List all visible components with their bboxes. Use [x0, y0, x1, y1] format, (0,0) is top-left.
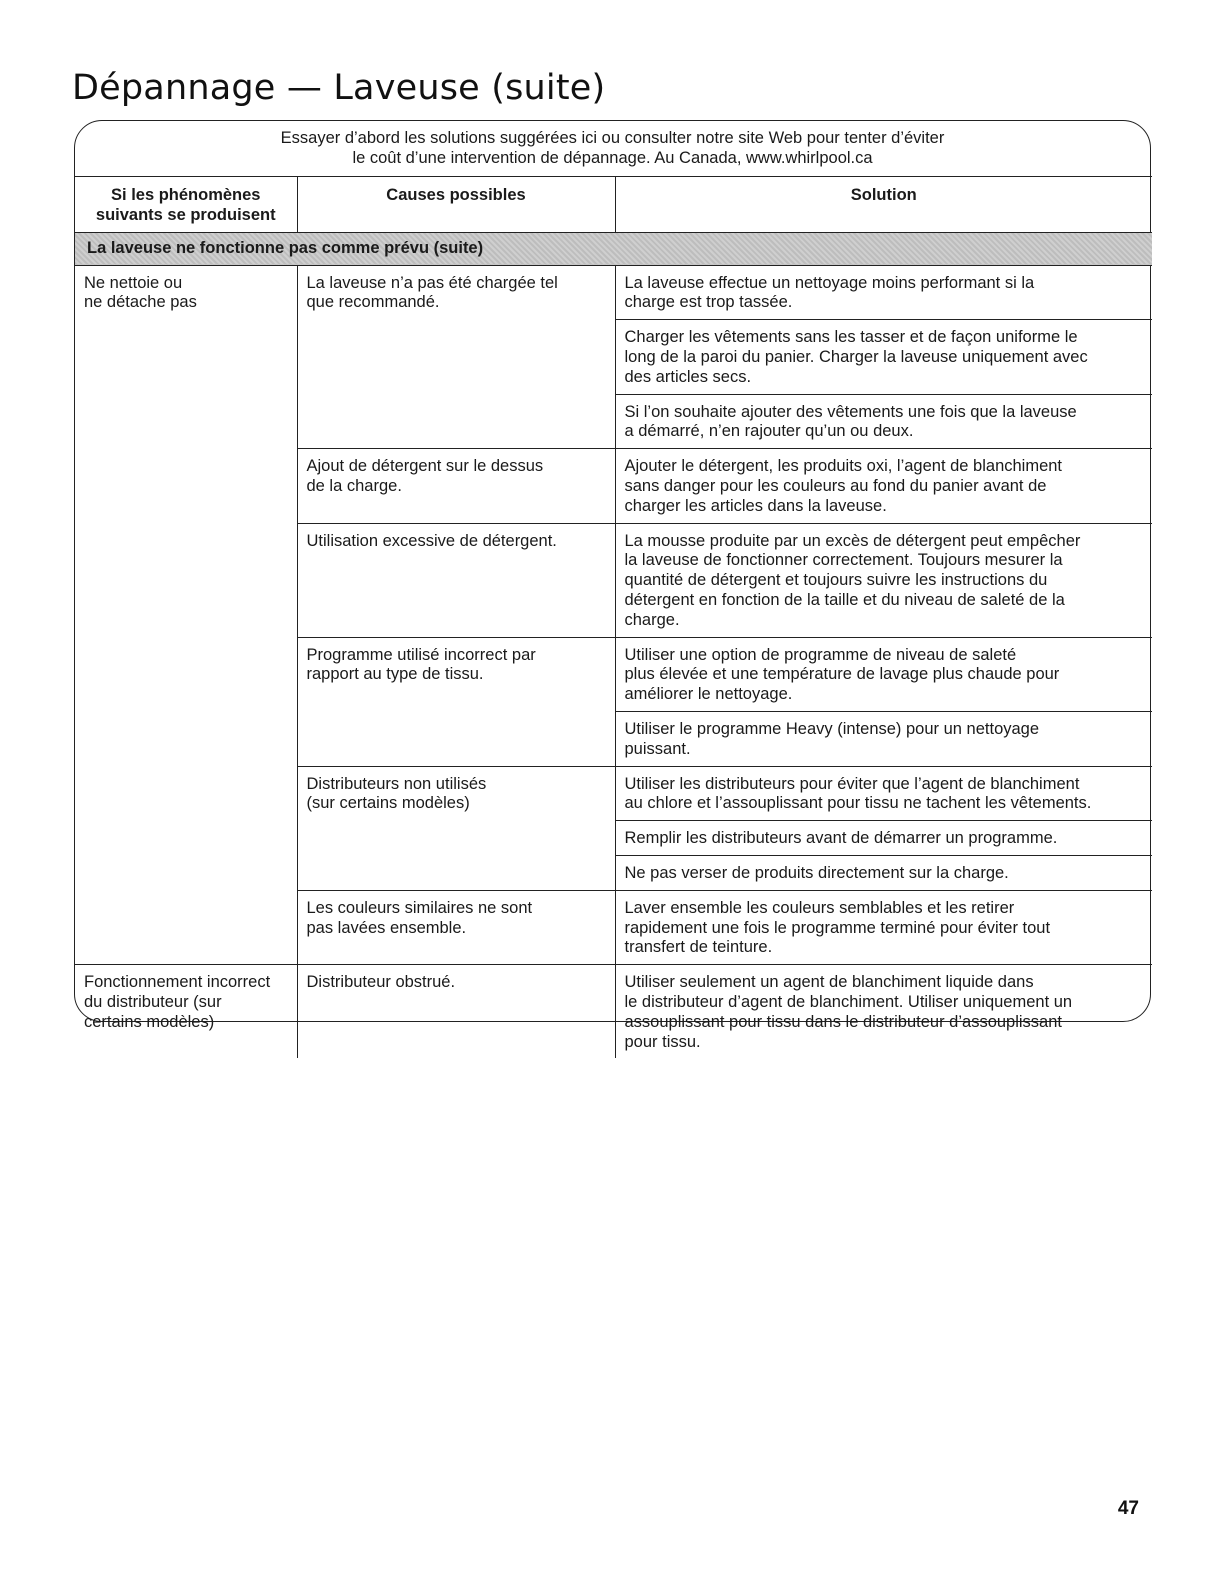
intro-line: le coût d’une intervention de dépannage. Au Canada, www.whirlpool.ca: [352, 149, 873, 167]
solution-cell: [615, 637, 1152, 711]
text-line: Ajout de détergent sur le dessus: [306, 457, 544, 476]
text-line: Distributeur obstrué.: [306, 973, 456, 992]
text-line: La laveuse n’a pas été chargée tel: [306, 273, 558, 292]
text-line: long de la paroi du panier. Charger la laveuse uniquement avec: [624, 347, 1088, 366]
text-line: certains modèles): [84, 1012, 215, 1031]
cause-cell: [297, 766, 615, 890]
text-line: quantité de détergent et toujours suivre les instructions du: [624, 571, 1048, 590]
intro-text: [75, 121, 1150, 177]
text-line: de la charge.: [306, 476, 402, 495]
text-line: transfert de teinture.: [624, 938, 773, 957]
solution-cell: [615, 965, 1152, 1059]
text-line: pas lavées ensemble.: [306, 918, 467, 937]
text-line: du distributeur (sur: [84, 992, 222, 1011]
table-header-row: [75, 177, 1152, 233]
text-line: au chlore et l’assouplissant pour tissu ne tachent les vêtements.: [624, 794, 1092, 813]
text-line: rapidement une fois le programme terminé pour éviter tout: [624, 918, 1051, 937]
table-body: [75, 232, 1152, 1058]
header-line: Si les phénomènes: [111, 186, 261, 204]
table-row: [75, 965, 1152, 1059]
text-line: Remplir les distributeurs avant de démarrer un programme.: [624, 829, 1058, 848]
text-line: Utiliser seulement un agent de blanchiment liquide dans: [624, 973, 1034, 992]
text-line: ne détache pas: [84, 293, 197, 312]
cause-cell: [297, 523, 615, 637]
text-line: Fonctionnement incorrect: [84, 973, 271, 992]
solution-cell: [615, 821, 1152, 856]
text-line: le distributeur d’agent de blanchiment. Utiliser uniquement un: [624, 992, 1073, 1011]
text-line: assouplissant pour tissu dans le distributeur d’assouplissant: [624, 1012, 1062, 1031]
troubleshooting-table: [75, 176, 1152, 1058]
text-line: a démarré, n’en rajouter qu’un ou deux.: [624, 422, 914, 441]
text-line: améliorer le nettoyage.: [624, 685, 793, 704]
text-line: Charger les vêtements sans les tasser et de façon uniforme le: [624, 328, 1078, 347]
text-line: Ne pas verser de produits directement sur la charge.: [624, 863, 1009, 882]
solution-cell: [615, 855, 1152, 890]
text-line: sans danger pour les couleurs au fond du panier avant de: [624, 476, 1047, 495]
header-solution: Solution: [615, 177, 1152, 233]
text-line: charge.: [624, 610, 680, 629]
text-line: Ajouter le détergent, les produits oxi, l’agent de blanchiment: [624, 457, 1063, 476]
symptom-cell: [75, 965, 297, 1059]
text-line: Si l’on souhaite ajouter des vêtements une fois que la laveuse: [624, 402, 1077, 421]
text-line: (sur certains modèles): [306, 794, 470, 813]
header-line: suivants se produisent: [95, 205, 276, 224]
text-line: Ne nettoie ou: [84, 273, 183, 292]
cause-cell: [297, 449, 615, 523]
table-row: [75, 265, 1152, 320]
intro-line: Essayer d’abord les solutions suggérées ici ou consulter notre site Web pour tenter d’éviter: [280, 129, 945, 147]
text-line: rapport au type de tissu.: [306, 665, 484, 684]
text-line: Programme utilisé incorrect par: [306, 645, 536, 664]
solution-cell: [615, 449, 1152, 523]
text-line: Laver ensemble les couleurs semblables et les retirer: [624, 898, 1015, 917]
text-line: La mousse produite par un excès de détergent peut empêcher: [624, 531, 1081, 550]
solution-cell: [615, 320, 1152, 394]
text-line: Utiliser le programme Heavy (intense) pour un nettoyage: [624, 719, 1040, 738]
category-row: [75, 232, 1152, 265]
text-line: que recommandé.: [306, 293, 440, 312]
text-line: Distributeurs non utilisés: [306, 774, 487, 793]
symptom-cell: [75, 265, 297, 965]
text-line: Utilisation excessive de détergent.: [306, 531, 557, 550]
cause-cell: [297, 637, 615, 766]
text-line: pour tissu.: [624, 1032, 701, 1051]
solution-cell: [615, 265, 1152, 320]
troubleshooting-frame: [74, 120, 1151, 1051]
solution-cell: [615, 711, 1152, 766]
page-title: Dépannage — Laveuse (suite): [72, 68, 606, 108]
text-line: des articles secs.: [624, 367, 752, 386]
solution-cell: [615, 766, 1152, 821]
text-line: Utiliser les distributeurs pour éviter que l’agent de blanchiment: [624, 774, 1080, 793]
category-label: La laveuse ne fonctionne pas comme prévu (suite): [75, 232, 1152, 265]
solution-cell: [615, 890, 1152, 964]
header-causes: Causes possibles: [297, 177, 615, 233]
cause-cell: [297, 265, 615, 449]
text-line: puissant.: [624, 739, 691, 758]
text-line: charge est trop tassée.: [624, 293, 793, 312]
cause-cell: [297, 965, 615, 1059]
text-line: détergent en fonction de la taille et du niveau de saleté de la: [624, 590, 1065, 609]
text-line: La laveuse effectue un nettoyage moins performant si la: [624, 273, 1035, 292]
solution-cell: [615, 523, 1152, 637]
header-symptoms: [75, 177, 297, 233]
text-line: la laveuse de fonctionner correctement. Toujours mesurer la: [624, 551, 1063, 570]
text-line: Utiliser une option de programme de niveau de saleté: [624, 645, 1017, 664]
text-line: Les couleurs similaires ne sont: [306, 898, 533, 917]
page-number: 47: [1117, 1498, 1139, 1519]
text-line: charger les articles dans la laveuse.: [624, 496, 887, 515]
cause-cell: [297, 890, 615, 964]
text-line: plus élevée et une température de lavage plus chaude pour: [624, 665, 1060, 684]
solution-cell: [615, 394, 1152, 449]
